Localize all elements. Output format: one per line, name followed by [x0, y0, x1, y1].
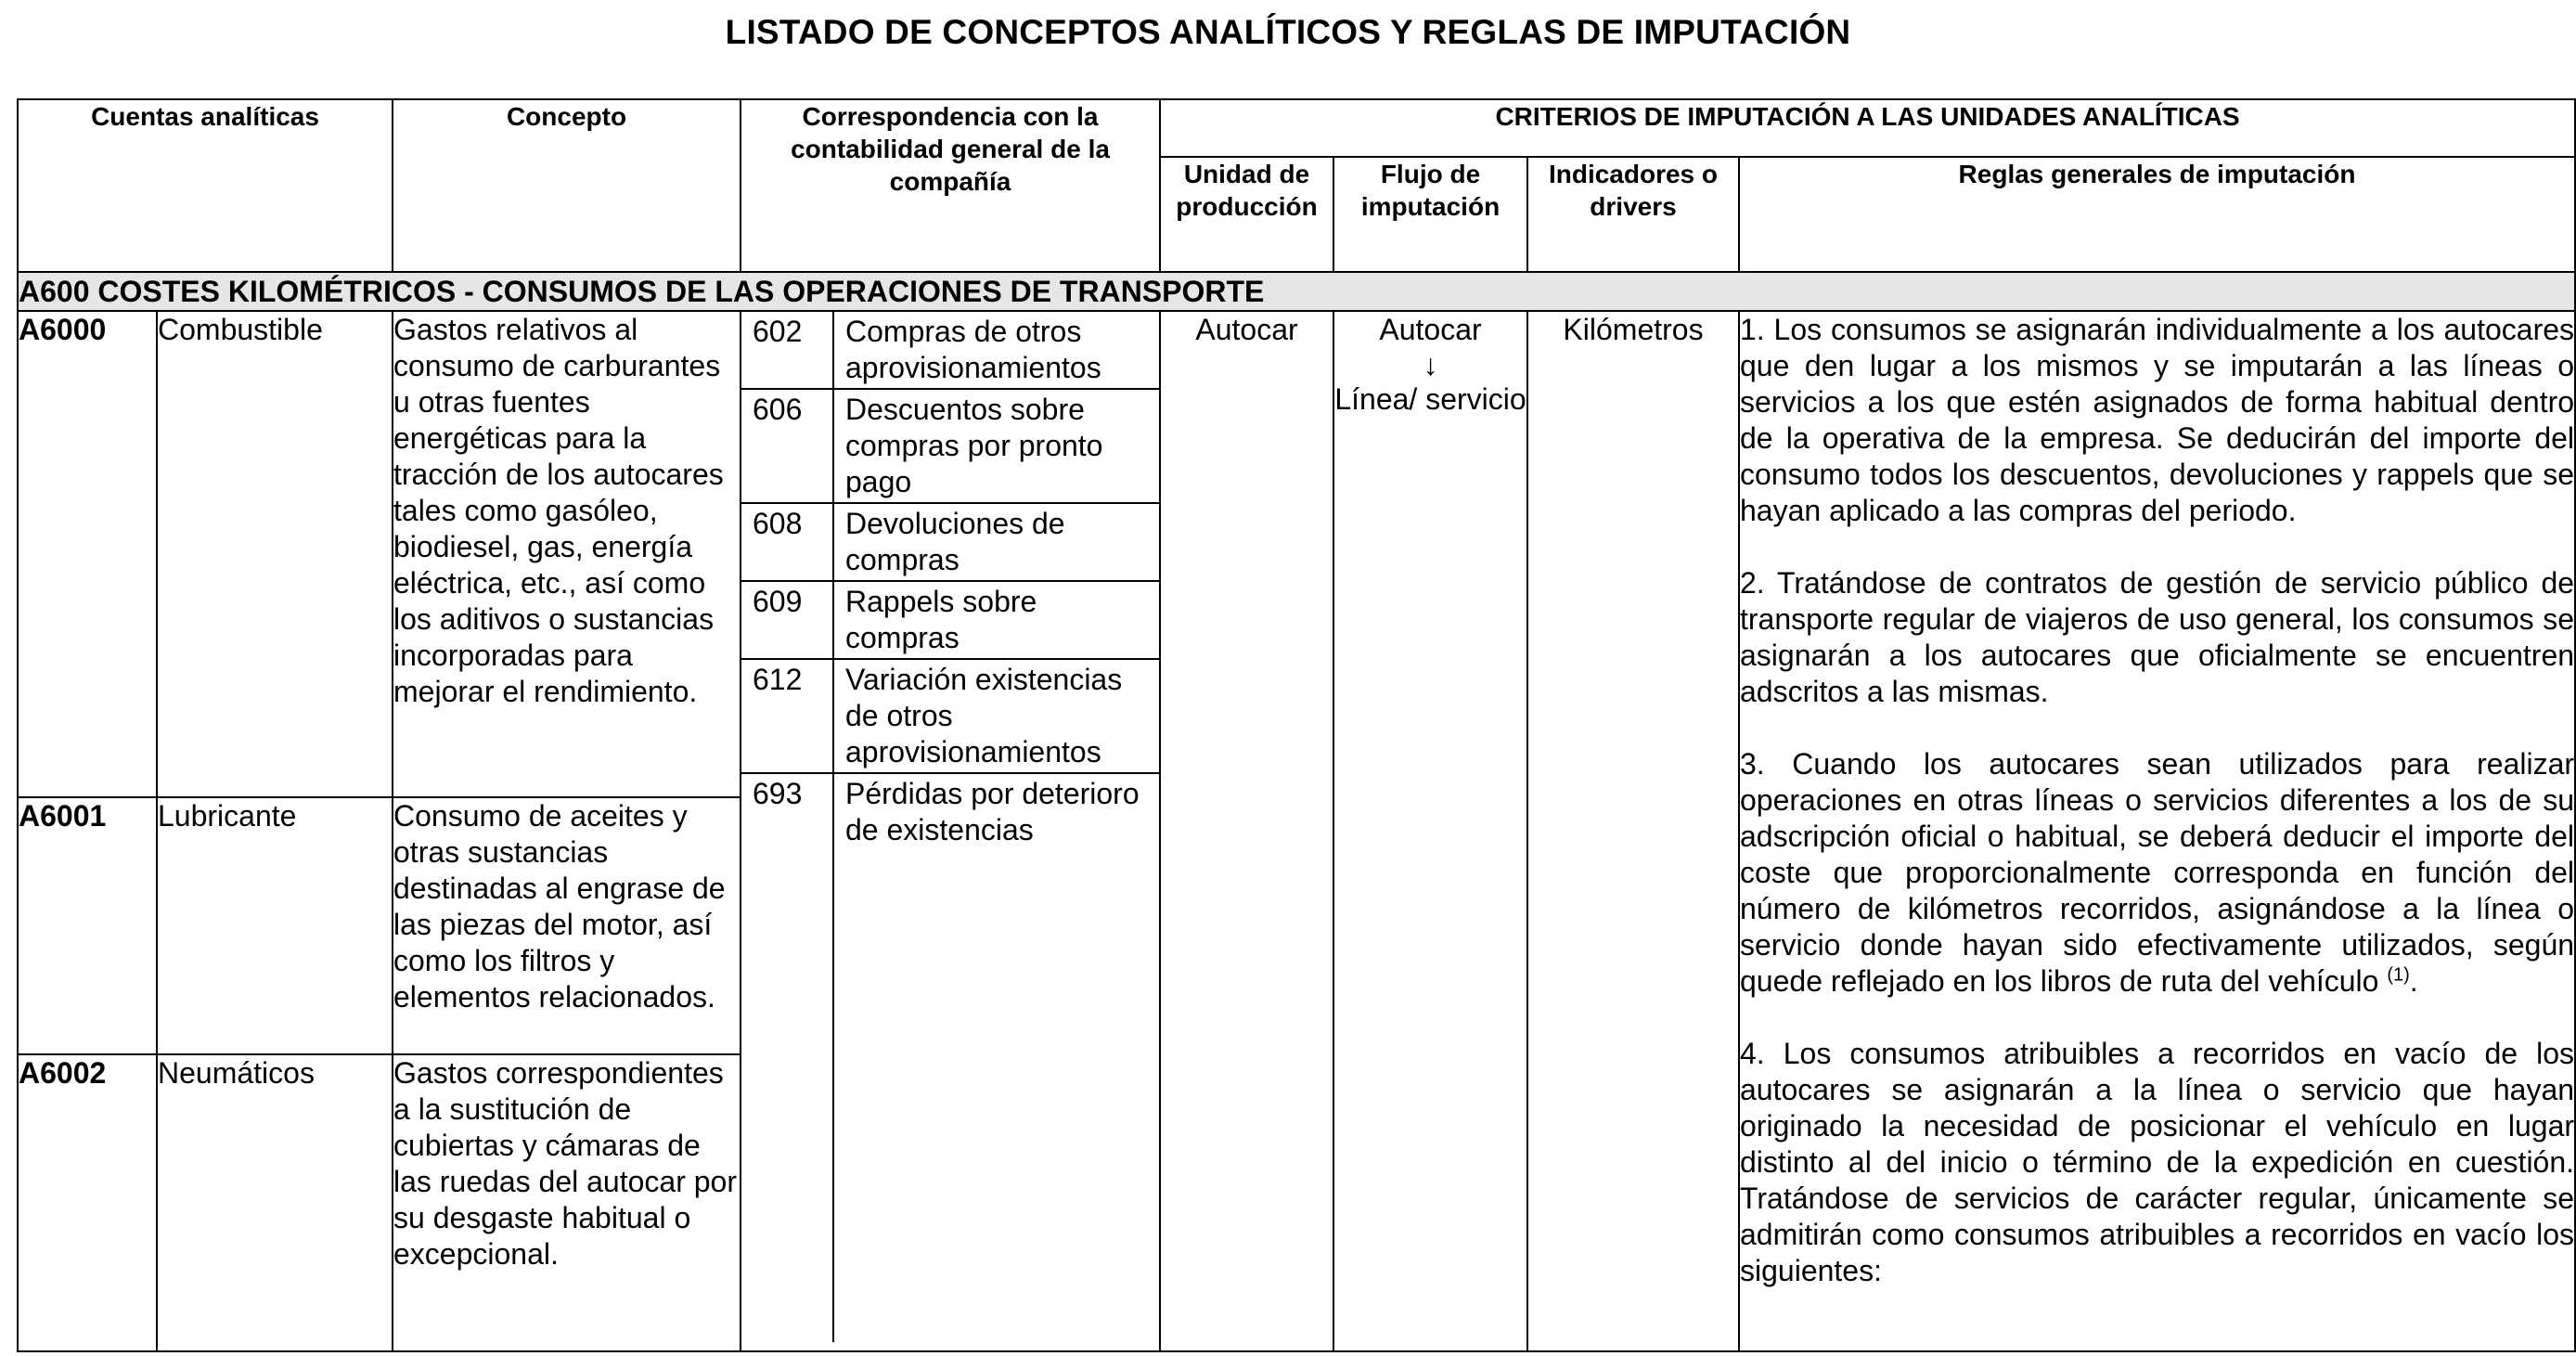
account-label: Pérdidas por deterioro de existencias	[833, 773, 1159, 1342]
concepts-table	[17, 98, 2576, 1352]
account-number: 608	[741, 503, 833, 581]
list-item	[741, 312, 1159, 389]
correspondence-cell	[741, 311, 1160, 1351]
rule-1: 1. Los consumos se asignarán individualmente a los autocares que den lugar a los mismos y se imputarán a las líneas o servicios a los que estén asignados de forma habitual dentro de la operativa de la empresa. Se deducirán del importe del consumo todos los descuentos, devoluciones y rappels que se hayan aplicado a las compras del periodo.	[1740, 313, 2575, 527]
list-item	[741, 773, 1159, 1342]
account-number: 612	[741, 659, 833, 773]
account-number: 602	[741, 312, 833, 389]
header-cuentas: Cuentas analíticas	[18, 99, 393, 272]
flujo-from: Autocar	[1379, 313, 1482, 346]
list-item	[741, 581, 1159, 659]
header-reglas: Reglas generales de imputación	[1739, 157, 2575, 272]
arrow-down-icon: ↓	[1423, 348, 1438, 381]
rule-3-text: 3. Cuando los autocares sean utilizados para realizar operaciones en otras líneas o servicios diferentes a los de su adscripción oficial o habitual, se deberá deducir el importe del coste que proporcionalmente corresponda en función del número de kilómetros recorridos, asignándose a la línea o servicio donde hayan sido efectivamente utilizados, según quede reflejado en los libros de ruta del vehículo	[1740, 747, 2575, 998]
account-name: Combustible	[157, 311, 393, 797]
section-row	[18, 272, 2575, 311]
account-label: Descuentos sobre compras por pronto pago	[833, 389, 1159, 503]
unidad-value: Autocar	[1160, 311, 1333, 1351]
rule-4: 4. Los consumos atribuibles a recorridos en vacío de los autocares se asignarán a la línea o servicio que hayan originado la necesidad de posicionar el vehículo en lugar distinto al del inicio o término de la expedición en cuestión. Tratándose de servicios de carácter regular, únicamente se admitirán como consumos atribuibles a recorridos en vacío los siguientes:	[1740, 1037, 2575, 1287]
rules-cell	[1739, 311, 2575, 1351]
flujo-cell	[1333, 311, 1527, 1351]
table-row	[18, 311, 2575, 797]
account-number: 606	[741, 389, 833, 503]
header-criterios: CRITERIOS DE IMPUTACIÓN A LAS UNIDADES ANALÍTICAS	[1160, 99, 2575, 157]
account-description: Gastos relativos al consumo de carburantes u otras fuentes energéticas para la tracción de los autocares tales como gasóleo, biodiesel, gas, energía eléctrica, etc., así como los aditivos o sustancias incorporadas para mejorar el rendimiento.	[393, 311, 741, 797]
rule-3-end: .	[2409, 964, 2418, 998]
header-unidad: Unidad de producción	[1160, 157, 1333, 272]
list-item	[741, 389, 1159, 503]
rule-3	[1740, 746, 2574, 1000]
account-code: A6000	[18, 311, 157, 797]
account-code: A6001	[18, 797, 157, 1054]
account-description: Gastos correspondientes a la sustitución de cubiertas y cámaras de las ruedas del autocar por su desgaste habitual o excepcional.	[393, 1054, 741, 1351]
header-indicadores: Indicadores o drivers	[1527, 157, 1739, 272]
account-name: Lubricante	[157, 797, 393, 1054]
document-title: LISTADO DE CONCEPTOS ANALÍTICOS Y REGLAS DE IMPUTACIÓN	[725, 13, 1851, 51]
header-correspondencia: Correspondencia con la contabilidad general de la compañía	[741, 99, 1160, 272]
rule-2: 2. Tratándose de contratos de gestión de servicio público de transporte regular de viajeros de uso general, los consumos se asignarán a los autocares que oficialmente se encuentren adscritos a las mismas.	[1740, 566, 2575, 708]
account-code: A6002	[18, 1054, 157, 1351]
correspondence-list	[741, 312, 1159, 1342]
list-item	[741, 503, 1159, 581]
header-row-1	[18, 99, 2575, 157]
account-number: 609	[741, 581, 833, 659]
flujo-to: Línea/ servicio	[1334, 382, 1526, 416]
header-concepto: Concepto	[393, 99, 741, 272]
account-label: Variación existencias de otros aprovisionamientos	[833, 659, 1159, 773]
account-number: 693	[753, 777, 803, 810]
account-label: Devoluciones de compras	[833, 503, 1159, 581]
account-description: Consumo de aceites y otras sustancias destinadas al engrase de las piezas del motor, así como los filtros y elementos relacionados.	[393, 797, 741, 1054]
account-name: Neumáticos	[157, 1054, 393, 1351]
account-label: Rappels sobre compras	[833, 581, 1159, 659]
list-item	[741, 659, 1159, 773]
account-label: Compras de otros aprovisionamientos	[833, 312, 1159, 389]
header-flujo: Flujo de imputación	[1333, 157, 1527, 272]
section-title: A600 COSTES KILOMÉTRICOS - CONSUMOS DE LAS OPERACIONES DE TRANSPORTE	[18, 272, 2575, 311]
footnote-marker: (1)	[2387, 964, 2410, 986]
indicador-value: Kilómetros	[1527, 311, 1739, 1351]
